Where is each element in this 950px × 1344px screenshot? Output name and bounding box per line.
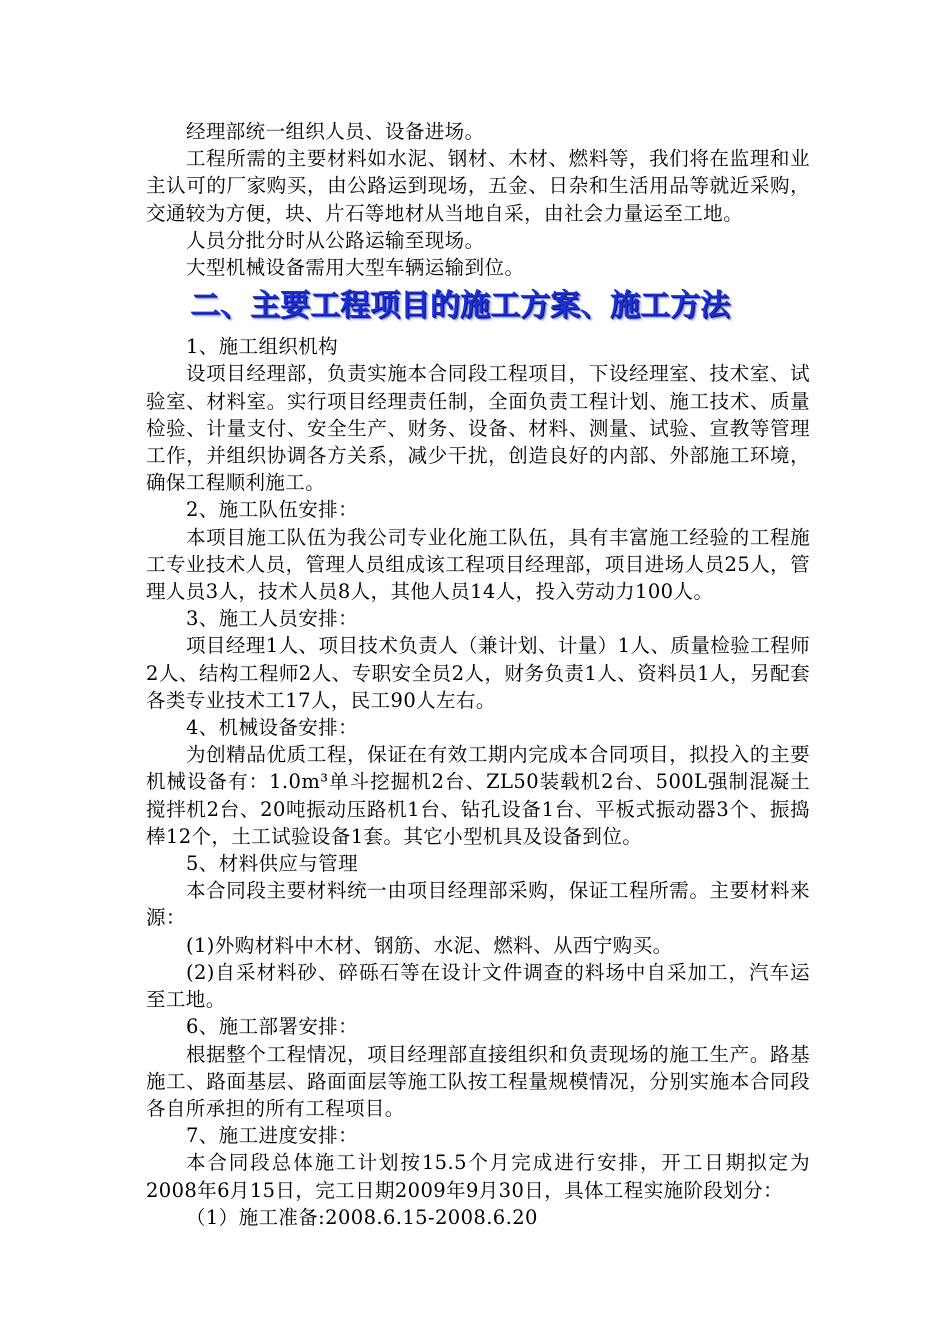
section-heading: 5、材料供应与管理 xyxy=(185,852,358,876)
document-body xyxy=(146,118,810,1231)
section-paragraph: 项目经理1人、项目技术负责人（兼计划、计量）1人、质量检验工程师2人、结构工程师2人、专职安全员2人，财务负责1人、资料员1人，另配套各类专业技术工17人，民工90人左右。 xyxy=(146,634,810,712)
section-paragraph: 为创精品优质工程，保证在有效工期内完成本合同项目，拟投入的主要机械设备有：1.0m³单斗挖掘机2台、ZL50装载机2台、500L强制混凝土搅拌机2台、20吨振动压路机1台、钻孔设备1台、平板式振动器3个、振捣棒12个，土工试验设备1套。其它小型机具及设备到位。 xyxy=(146,743,810,848)
intro-paragraph: 人员分批分时从公路运输至现场。 xyxy=(185,228,485,252)
section-heading: 7、施工进度安排： xyxy=(185,1124,358,1148)
section-paragraph: 本合同段主要材料统一由项目经理部采购，保证工程所需。主要材料来源： xyxy=(146,879,810,930)
intro-paragraph: 工程所需的主要材料如水泥、钢材、木材、燃料等，我们将在监理和业主认可的厂家购买，由公路运到现场，五金、日杂和生活用品等就近采购，交通较为方便，块、片石等地材从当地自采，由社会力量运至工地。 xyxy=(146,147,810,225)
section-heading: 1、施工组织机构 xyxy=(185,335,339,359)
section-paragraph: （1）施工准备:2008.6.15-2008.6.20 xyxy=(185,1205,538,1229)
section-heading: 2、施工队伍安排： xyxy=(185,498,358,522)
section-heading: 6、施工部署安排： xyxy=(185,1015,358,1039)
intro-paragraph: 大型机械设备需用大型车辆运输到位。 xyxy=(185,256,525,280)
section-paragraph: 本合同段总体施工计划按15.5个月完成进行安排，开工日期拟定为2008年6月15日，完工日期2009年9月30日，具体工程实施阶段划分： xyxy=(146,1151,810,1202)
section-paragraph: 根据整个工程情况，项目经理部直接组织和负责现场的施工生产。路基施工、路面基层、路面面层等施工队按工程量规模情况，分别实施本合同段各自所承担的所有工程项目。 xyxy=(146,1042,810,1120)
section-paragraph: (2)自采材料砂、碎砾石等在设计文件调查的料场中自采加工，汽车运至工地。 xyxy=(146,960,810,1012)
section-paragraph: 设项目经理部，负责实施本合同段工程项目，下设经理室、技术室、试验室、材料室。实行项目经理责任制，全面负责工程计划、施工技术、质量检验、计量支付、安全生产、财务、设备、材料、测量、试验、宣教等管理工作，并组织协调各方关系，减少干扰，创造良好的内部、外部施工环境，确保工程顺利施工。 xyxy=(146,362,810,495)
intro-paragraph: 经理部统一组织人员、设备进场。 xyxy=(185,120,485,143)
section-title: 二、主要工程项目的施工方案、施工方法 xyxy=(190,288,730,324)
section-heading: 4、机械设备安排： xyxy=(185,716,358,740)
section-paragraph: 本项目施工队伍为我公司专业化施工队伍，具有丰富施工经验的工程施工专业技术人员，管理人员组成该工程项目经理部，项目进场人员25人，管理人员3人，技术人员8人，其他人员14人，投入劳动力100人。 xyxy=(146,525,810,604)
section-heading: 3、施工人员安排： xyxy=(185,607,358,631)
section-paragraph: (1)外购材料中木材、钢筋、水泥、燃料、从西宁购买。 xyxy=(185,933,673,957)
